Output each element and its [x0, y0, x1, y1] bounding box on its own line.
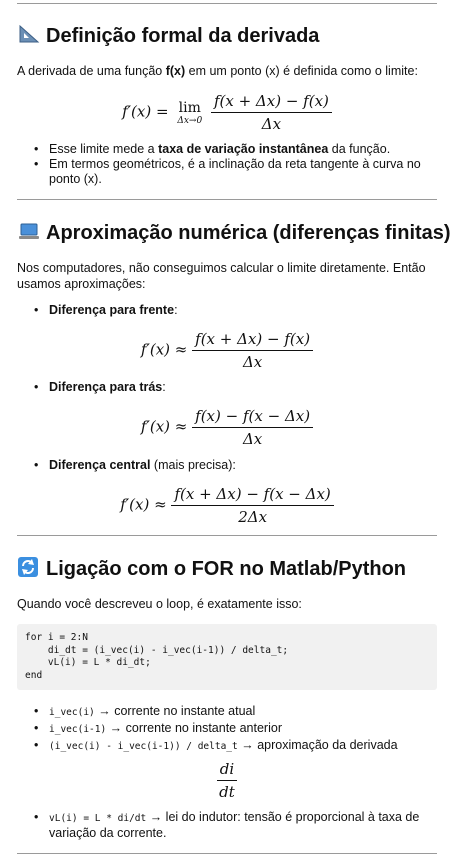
- math-formula-forward: f′(x) ≈ $\frac{f(x + \Delta x) - f(x)}{\Delta x}$: [0, 330, 454, 371]
- list-item: • (i_vec(i) - i_vec(i-1)) / delta_t → aproximação da derivada: [17, 738, 437, 754]
- section-heading-definition: [18, 24, 319, 50]
- list-item: • Esse limite mede a taxa de variação instantânea da função.: [17, 142, 437, 157]
- bullet-list: [17, 303, 437, 318]
- bullet-list: [17, 458, 437, 473]
- bullet-list: [17, 810, 437, 841]
- list-item: • Diferença para trás:: [17, 380, 437, 395]
- laptop-icon: [18, 221, 40, 247]
- math-formula-backward: f′(x) ≈ $\frac{f(x) - f(x - \Delta x)}{\Delta x}$: [0, 407, 454, 448]
- fraction: $\frac{f(x + \Delta x) - f(x)}{\Delta x}$: [192, 330, 313, 371]
- math-formula-limit: f′(x) = lim Δx→0 $\frac{f(x + \Delta x) - f(x)}{\Delta x}$: [0, 92, 454, 133]
- bullet-list: [17, 142, 437, 187]
- list-item: • vL(i) = L * di/dt → lei do indutor: tensão é proporcional à taxa de variação da corrente.: [17, 810, 437, 841]
- fraction: $\frac{di}{dt}$: [217, 760, 237, 801]
- bullet-list: [17, 380, 437, 395]
- fraction: $\frac{f(x + \Delta x) - f(x)}{\Delta x}$: [211, 92, 332, 133]
- heading-text: Aproximação numérica (diferenças finitas): [46, 222, 451, 244]
- list-item: • i_vec(i-1) → corrente no instante anterior: [17, 721, 437, 737]
- paragraph: Nos computadores, não conseguimos calcular o limite diretamente. Então usamos aproximações:: [17, 261, 426, 291]
- list-item: • Diferença central (mais precisa):: [17, 458, 437, 473]
- list-item: • Em termos geométricos, é a inclinação da reta tangente à curva no ponto (x).: [17, 157, 437, 187]
- divider: [17, 3, 437, 4]
- paragraph: A derivada de uma função f(x) em um ponto (x) é definida como o limite:: [17, 64, 418, 78]
- triangular-ruler-icon: [18, 24, 40, 50]
- heading-text: Definição formal da derivada: [46, 25, 320, 47]
- divider: [17, 535, 437, 536]
- math-fraction-di-dt: [0, 760, 454, 801]
- section-heading-numerical: [18, 221, 451, 247]
- paragraph: Quando você descreveu o loop, é exatamente isso:: [17, 597, 302, 611]
- section-heading-for-loop: [18, 557, 406, 583]
- divider: [17, 199, 437, 200]
- code-block: for i = 2:N di_dt = (i_vec(i) - i_vec(i-1)) / delta_t; vL(i) = L * di_dt; end: [17, 624, 437, 690]
- limit-operator: lim Δx→0: [177, 99, 203, 126]
- heading-text: Ligação com o FOR no Matlab/Python: [46, 558, 407, 580]
- arrows-cycle-icon: [18, 557, 40, 583]
- list-item: • Diferença para frente:: [17, 303, 437, 318]
- math-formula-central: f′(x) ≈ $\frac{f(x + \Delta x) - f(x - \Delta x)}{2\Delta x}$: [0, 485, 454, 526]
- bullet-list: [17, 704, 437, 754]
- fraction: $\frac{f(x + \Delta x) - f(x - \Delta x)}{2\Delta x}$: [171, 485, 333, 526]
- divider: [17, 853, 437, 854]
- fraction: $\frac{f(x) - f(x - \Delta x)}{\Delta x}$: [192, 407, 313, 448]
- list-item: • i_vec(i) → corrente no instante atual: [17, 704, 437, 720]
